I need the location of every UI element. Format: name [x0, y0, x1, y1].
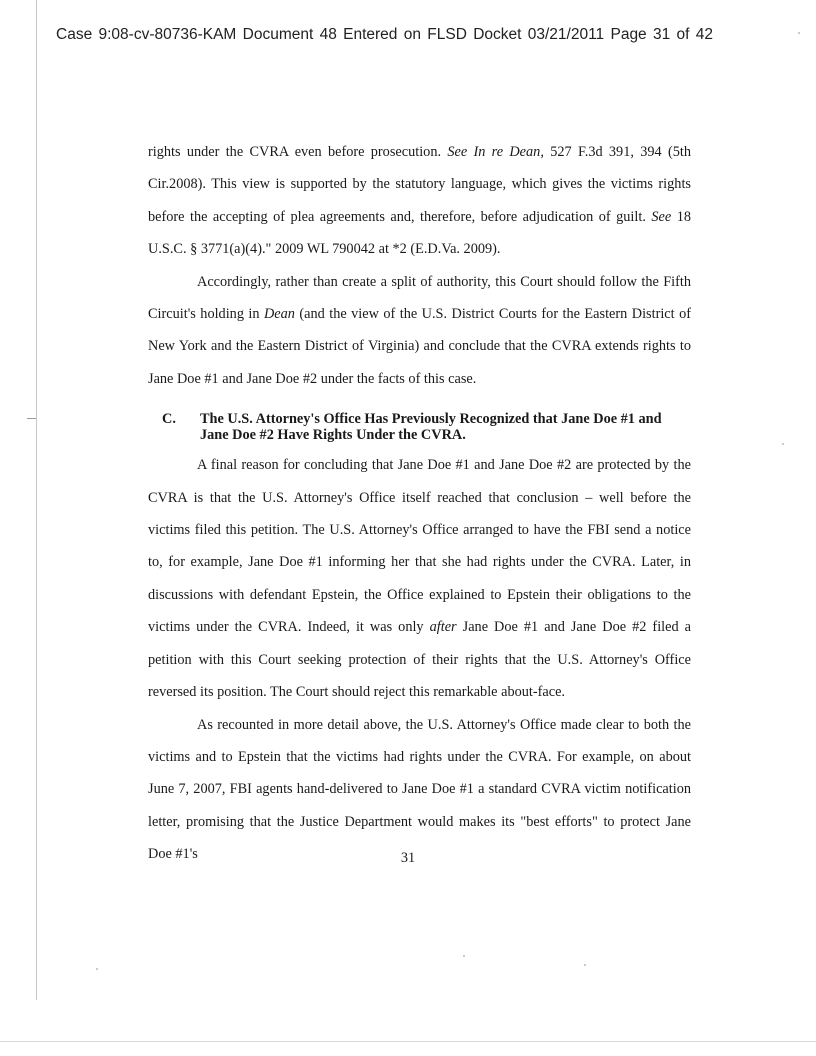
page-number: 31 — [400, 850, 416, 866]
emphasis-italic: after — [429, 619, 457, 636]
court-filing-header: Case 9:08-cv-80736-KAM Document 48 Entered on FLSD Docket 03/21/2011 Page 31 of 42 — [56, 26, 714, 43]
scan-margin-mark — [27, 418, 36, 419]
section-heading — [148, 411, 691, 443]
section-title: The U.S. Attorney's Office Has Previously Recognized that Jane Doe #1 and Jane Doe #2 Have Rights Under the CVRA. — [200, 411, 662, 444]
citation-italic: See In re Dean, — [447, 144, 544, 160]
paragraph-final-reason: A final reason for concluding that Jane Doe #1 and Jane Doe #2 are protected by the CVRA is that the U.S. Attorney's Office itself reached that conclusion – well before the victims filed this petition. The U.S. Attorney's Office arranged to have the FBI send a notice to, for example, Jane Doe #1 informing her that she had rights under the CVRA. Later, in discussions with defendant Epstein, the Office explained to Epstein their obligations to the victims under the CVRA. Indeed, it was only after Jane Doe #1 and Jane Doe #2 filed a petition with this Court seeking protection of their rights that the U.S. Attorney's Office reversed its position. The Court should reject this remarkable about-face. — [148, 457, 691, 701]
scan-speck — [782, 443, 784, 445]
scan-speck — [798, 32, 800, 34]
document-body — [148, 136, 691, 871]
paragraph-recounted: As recounted in more detail above, the U.S. Attorney's Office made clear to both the victims and to Epstein that the victims had rights under the CVRA. For example, on about June 7, 2007, FBI agents hand-delivered to Jane Doe #1 a standard CVRA victim notification letter, promising that the Justice Department would makes its "best efforts" to protect Jane Doe #1's — [148, 716, 691, 863]
scan-speck — [463, 955, 465, 957]
signal-italic: See — [651, 208, 672, 225]
case-name-italic: Dean — [263, 306, 295, 323]
scan-speck — [96, 968, 98, 970]
paragraph-continuation: rights under the CVRA even before prosecution. See In re Dean, 527 F.3d 391, 394 (5th Cir.2008). This view is supported by the statutory language, which gives the victims rights before the accepting of plea agreements and, therefore, before adjudication of guilt. See 18 U.S.C. § 3771(a)(4)." 2009 WL 790042 at *2 (E.D.Va. 2009). — [148, 144, 691, 258]
section-letter: C. — [162, 411, 176, 428]
scan-speck — [584, 964, 586, 966]
paragraph-accordingly: Accordingly, rather than create a split of authority, this Court should follow the Fifth Circuit's holding in Dean (and the view of the U.S. District Courts for the Eastern District of New York and the Eastern District of Virginia) and conclude that the CVRA extends rights to Jane Doe #1 and Jane Doe #2 under the facts of this case. — [148, 273, 691, 387]
scan-bottom-edge — [0, 1041, 816, 1042]
